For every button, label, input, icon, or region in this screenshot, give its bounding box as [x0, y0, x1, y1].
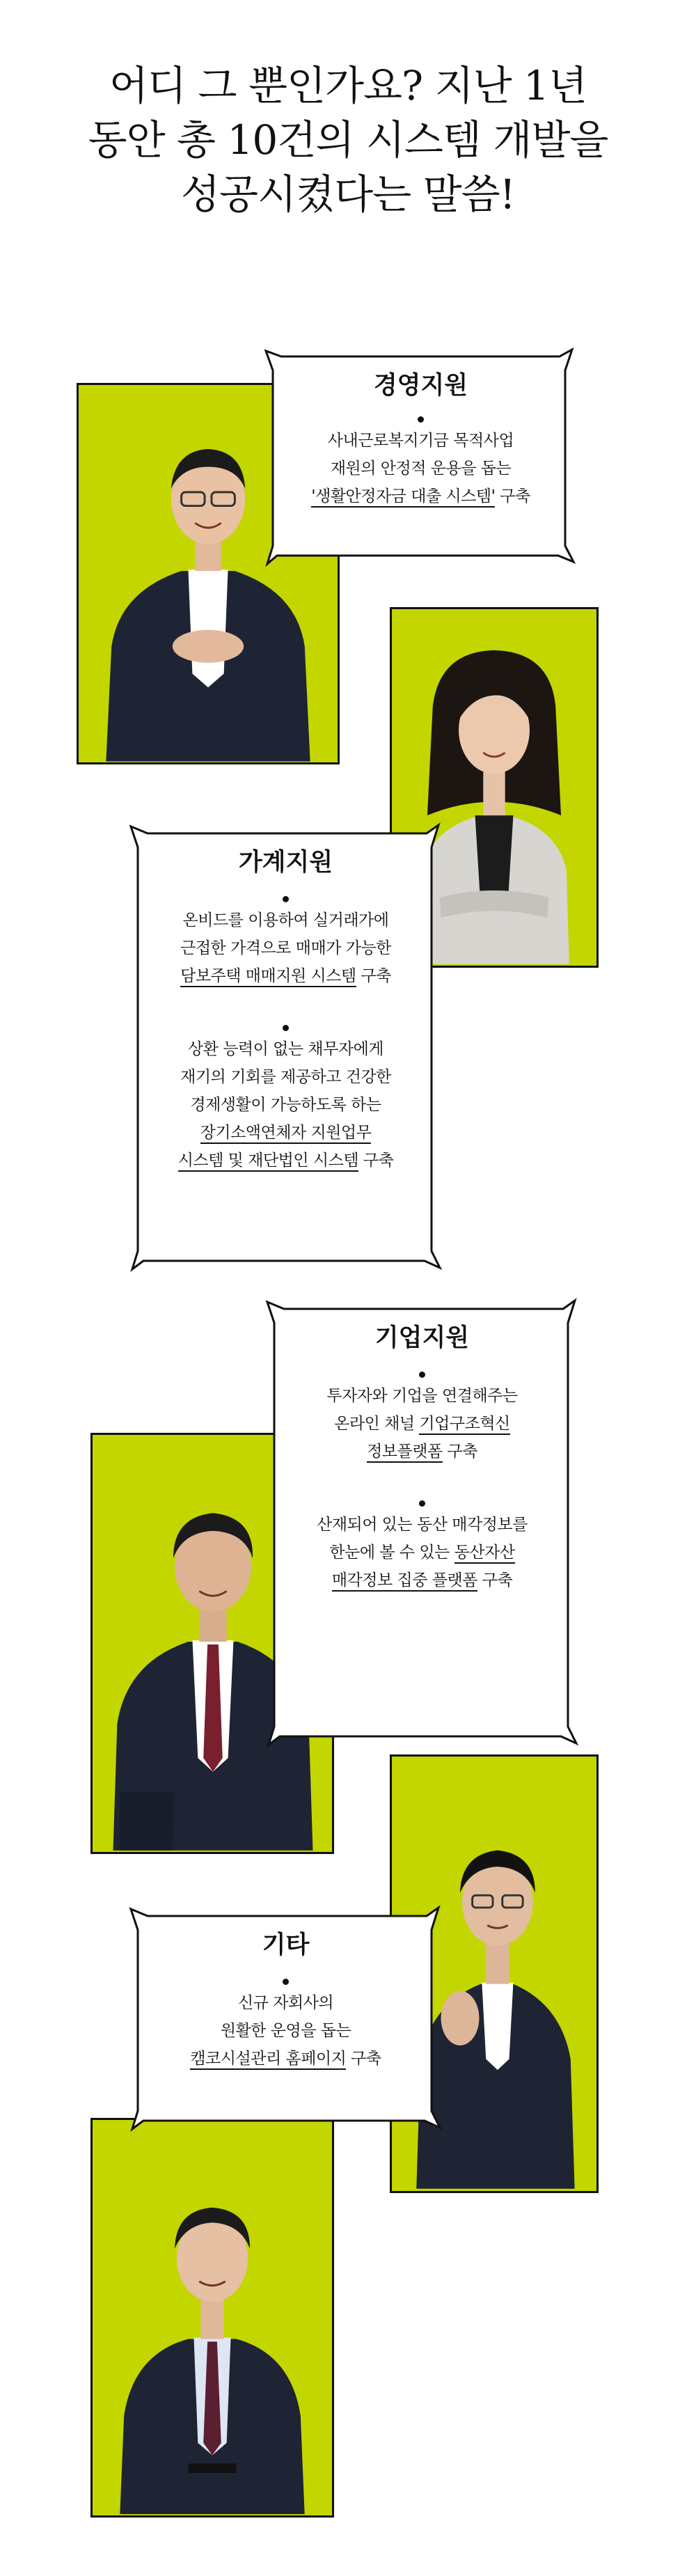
speech-bubble-enterprise — [267, 1301, 577, 1746]
management-text-line-1: 사내근로복지기금 목적사업 — [327, 432, 514, 450]
section-title-household: 가계지원 — [238, 848, 333, 877]
enterprise-item2-system-name-2: 매각정보 집중 플랫폼 — [332, 1571, 477, 1592]
enterprise-item1-system-name-2: 정보플랫폼 — [367, 1443, 443, 1463]
bullet-dot — [283, 1025, 289, 1031]
section-title-management: 경영지원 — [373, 371, 468, 400]
section-title-enterprise: 기업지원 — [374, 1324, 470, 1352]
bullet-dot — [283, 1979, 289, 1985]
bullet-dot — [283, 896, 289, 902]
photo-frame-other-left — [90, 2118, 334, 2518]
household-item1-line-2: 근접한 가격으로 매매가 가능한 — [180, 939, 391, 957]
enterprise-item1-suffix: 구축 — [442, 1443, 477, 1461]
household-item1-line-1: 온비드를 이용하여 실거래가에 — [182, 911, 389, 929]
bullet-dot — [419, 1500, 425, 1507]
enterprise-item2-line-1: 산재되어 있는 동산 매각정보를 — [317, 1516, 528, 1534]
speech-bubble-other — [131, 1908, 441, 2130]
management-text-suffix: 구축 — [495, 487, 530, 505]
other-text-line-1: 신규 자회사의 — [237, 1994, 334, 2012]
speech-bubble-management — [266, 350, 576, 565]
person-photo-other-left — [93, 2120, 332, 2515]
household-item1-system-name: 담보주택 매매지원 시스템 — [180, 967, 356, 987]
enterprise-item1-line-1: 투자자와 기업을 연결해주는 — [326, 1387, 518, 1405]
household-item2-line-2: 재기의 기회를 제공하고 건강한 — [180, 1068, 391, 1086]
bullet-dot — [418, 416, 424, 423]
section-title-other: 기타 — [262, 1931, 310, 1959]
page-headline — [0, 58, 696, 221]
management-text-line-2: 재원의 안정적 운용을 돕는 — [330, 460, 512, 478]
headline-line-1: 어디 그 뿐인가요? 지난 1년 — [109, 62, 587, 109]
headline-line-2: 동안 총 10건의 시스템 개발을 — [88, 116, 608, 164]
household-item2-line-3: 경제생활이 가능하도록 하는 — [190, 1096, 381, 1114]
other-text-line-2: 원활한 운영을 돕는 — [220, 2022, 351, 2040]
household-item2-system-name-1: 장기소액연체자 지원업무 — [200, 1124, 372, 1144]
enterprise-item2-suffix: 구축 — [477, 1571, 513, 1589]
speech-bubble-household — [131, 825, 441, 1271]
household-item1-suffix: 구축 — [356, 967, 391, 985]
headline-line-3: 성공시켰다는 말씀! — [181, 171, 515, 218]
other-system-name: 캠코시설관리 홈페이지 — [190, 2050, 346, 2070]
enterprise-item1-prefix: 온라인 채널 — [334, 1415, 420, 1433]
bullet-dot — [419, 1372, 425, 1378]
household-item2-suffix: 구축 — [358, 1152, 394, 1170]
enterprise-item2-system-name-1: 동산자산 — [454, 1544, 515, 1564]
enterprise-item2-prefix: 한눈에 볼 수 있는 — [329, 1544, 454, 1562]
other-text-suffix: 구축 — [346, 2050, 381, 2068]
enterprise-item1-system-name-1: 기업구조혁신 — [419, 1415, 509, 1435]
household-item2-line-1: 상환 능력이 없는 채무자에게 — [187, 1040, 384, 1058]
household-item2-system-name-2: 시스템 및 재단법인 시스템 — [178, 1152, 358, 1172]
management-system-name: '생활안정자금 대출 시스템' — [311, 487, 495, 508]
